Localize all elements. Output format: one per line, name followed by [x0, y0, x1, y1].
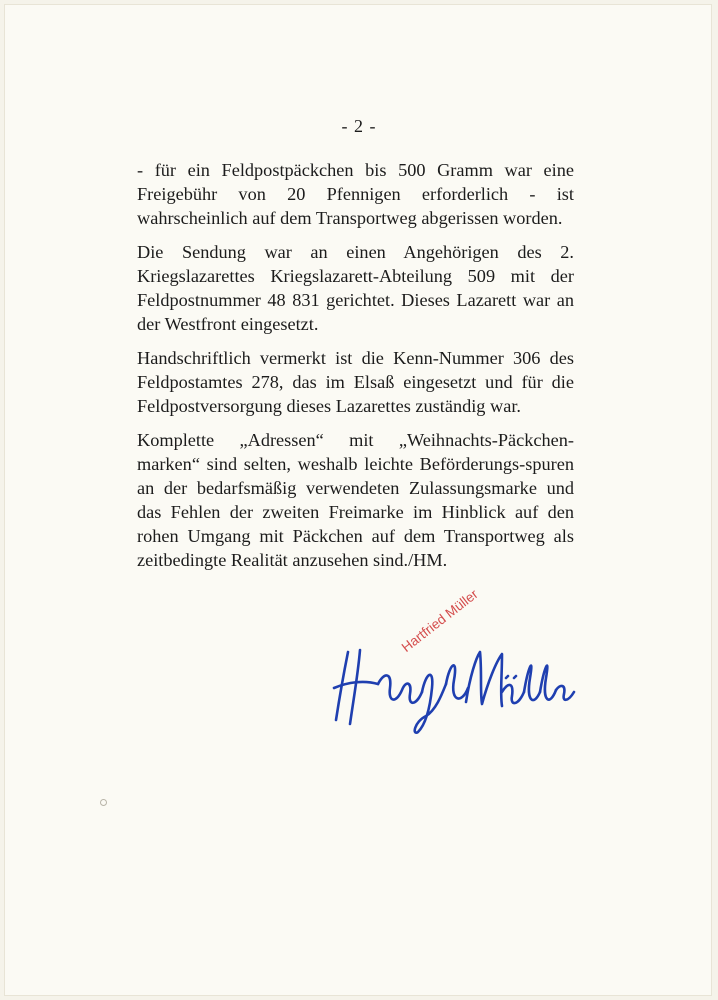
page-number: - 2 - — [341, 116, 377, 136]
paragraph-1: - für ein Feldpostpäckchen bis 500 Gramm war eine Freigebühr von 20 Pfennigen erforderlich - ist wahrscheinlich auf dem Transportweg abgerissen worden. — [137, 160, 574, 228]
paragraph-4: Komplette „Adressen“ mit „Weihnachts-Päckchen-marken“ sind selten, weshalb leichte Beförderungs-spuren an der bedarfsmäßig verwendeten Zulassungsmarke und das Fehlen der zweiten Freimarke im Hinblick auf den rohen Umgang mit Päckchen auf dem Transportweg als zeitbedingte Realität anzusehen sind./HM. — [137, 430, 574, 570]
handwritten-signature — [330, 632, 580, 742]
punch-mark — [100, 799, 107, 806]
paragraph-3: Handschriftlich vermerkt ist die Kenn-Nummer 306 des Feldpostamtes 278, das im Elsaß eingesetzt und für die Feldpostversorgung dieses Lazarettes zuständig war. — [137, 348, 574, 416]
body-text — [137, 158, 574, 582]
paragraph-2: Die Sendung war an einen Angehörigen des 2. Kriegslazarettes Kriegslazarett-Abteilung 509 mit der Feldpostnummer 48 831 gerichtet. Dieses Lazarett war an der Westfront eingesetzt. — [137, 242, 574, 334]
name-stamp: Hartfried Müller — [398, 586, 481, 655]
